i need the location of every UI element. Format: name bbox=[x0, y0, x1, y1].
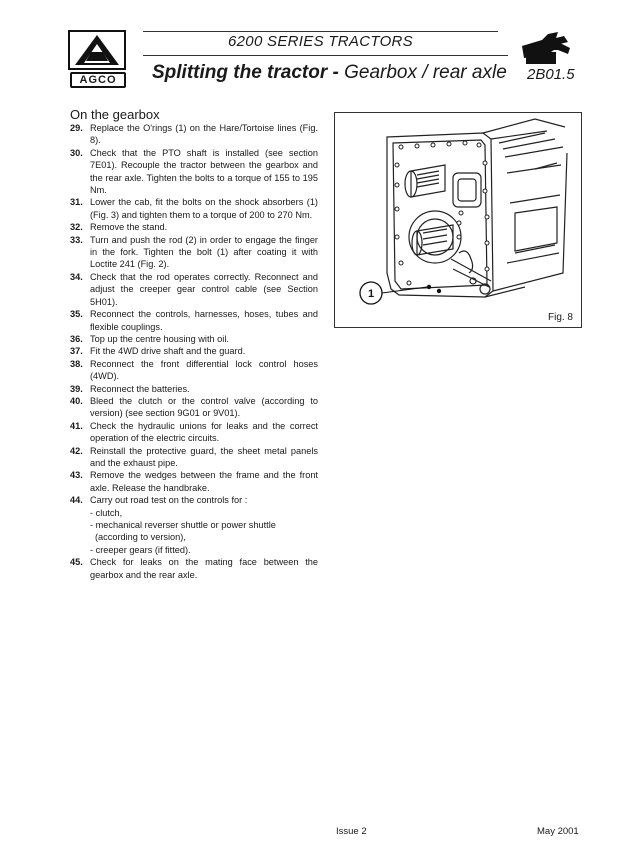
title-rest: Gearbox / rear axle bbox=[344, 62, 507, 83]
step-41 bbox=[70, 420, 318, 445]
step-number: 33. bbox=[70, 234, 83, 245]
step-36 bbox=[70, 333, 318, 345]
step-text: Remove the wedges between the frame and the front axle. Release the handbrake. bbox=[90, 470, 318, 493]
step-37 bbox=[70, 345, 318, 357]
step-42 bbox=[70, 445, 318, 470]
footer-issue: Issue 2 bbox=[336, 826, 367, 837]
step-44-subitem: - mechanical reverser shuttle or power shuttle bbox=[90, 520, 276, 530]
header-rule-mid bbox=[143, 55, 508, 56]
step-35 bbox=[70, 308, 318, 333]
section-heading: On the gearbox bbox=[70, 107, 160, 122]
step-34 bbox=[70, 271, 318, 308]
title-separator: - bbox=[327, 62, 345, 83]
step-text: Replace the O'rings (1) on the Hare/Tortoise lines (Fig. 8). bbox=[90, 123, 318, 146]
series-title: 6200 SERIES TRACTORS bbox=[228, 33, 413, 50]
step-text: Reconnect the front differential lock control hoses (4WD). bbox=[90, 358, 318, 382]
step-44-subitem: - clutch, bbox=[90, 507, 123, 518]
step-number: 31. bbox=[70, 197, 83, 208]
step-39 bbox=[70, 383, 318, 395]
step-number: 44. bbox=[70, 495, 83, 506]
step-text: Reconnect the controls, harnesses, hoses, tubes and flexible couplings. bbox=[90, 309, 318, 332]
step-29 bbox=[70, 122, 318, 147]
step-32 bbox=[70, 221, 318, 233]
step-text: Check the hydraulic unions for leaks and the correct operation of the electric circuits. bbox=[90, 420, 318, 444]
step-number: 35. bbox=[70, 309, 83, 320]
step-31 bbox=[70, 196, 318, 221]
gearbox-drawing bbox=[335, 113, 581, 327]
step-number: 37. bbox=[70, 346, 83, 357]
step-44 bbox=[70, 494, 318, 556]
agco-triangle-icon bbox=[68, 30, 126, 70]
step-text: Reinstall the protective guard, the sheet metal panels and the exhaust pipe. bbox=[90, 445, 318, 468]
step-number: 43. bbox=[70, 470, 83, 481]
step-number: 38. bbox=[70, 358, 83, 369]
step-text bbox=[90, 494, 318, 556]
step-44-subitem: - creeper gears (if fitted). bbox=[90, 544, 191, 555]
step-number: 30. bbox=[70, 147, 83, 158]
wrench-hand-icon bbox=[518, 28, 574, 68]
step-30 bbox=[70, 147, 318, 197]
step-44-subitem: (according to version), bbox=[95, 532, 186, 543]
step-44-intro: Carry out road test on the controls for : bbox=[90, 495, 248, 506]
callout-number: 1 bbox=[367, 288, 375, 300]
step-text: Remove the stand. bbox=[90, 222, 168, 233]
footer-date: May 2001 bbox=[537, 826, 579, 837]
step-text: Check that the rod operates correctly. Reconnect and adjust the creeper gear control cable (see Section 5H01). bbox=[90, 271, 318, 307]
step-number: 32. bbox=[70, 222, 83, 233]
step-number: 36. bbox=[70, 333, 83, 344]
step-text: Bleed the clutch or the control valve (according to version) (see section 9G01 or 9V01). bbox=[90, 395, 318, 419]
step-40 bbox=[70, 395, 318, 420]
step-text: Turn and push the rod (2) in order to engage the finger in the fork. Tighten the bolt (1) after coating it with Loctite 241 (Fig. 2). bbox=[90, 234, 318, 270]
step-number: 34. bbox=[70, 271, 83, 282]
step-43 bbox=[70, 469, 318, 494]
step-number: 40. bbox=[70, 395, 83, 406]
step-text: Top up the centre housing with oil. bbox=[90, 333, 229, 344]
step-45 bbox=[70, 556, 318, 581]
step-number: 41. bbox=[70, 420, 83, 431]
step-38 bbox=[70, 358, 318, 383]
step-text: Fit the 4WD drive shaft and the guard. bbox=[90, 346, 246, 357]
section-code: 2B01.5 bbox=[527, 66, 575, 83]
title-bold: Splitting the tractor bbox=[152, 62, 328, 83]
figure-label: Fig. 8 bbox=[547, 312, 573, 323]
step-number: 39. bbox=[70, 383, 83, 394]
step-text: Reconnect the batteries. bbox=[90, 383, 190, 394]
agco-logo bbox=[68, 30, 126, 88]
step-text: Check for leaks on the mating face between the gearbox and the rear axle. bbox=[90, 557, 318, 580]
step-number: 42. bbox=[70, 445, 83, 456]
step-text: Check that the PTO shaft is installed (see section 7E01). Recouple the tractor between the gearbox and the rear axle. Tighten the bolts to a torque of 155 to 195 Nm. bbox=[90, 147, 318, 196]
figure-8 bbox=[334, 112, 582, 328]
agco-label: AGCO bbox=[70, 72, 126, 88]
step-33 bbox=[70, 234, 318, 271]
step-number: 29. bbox=[70, 123, 83, 133]
step-text: Lower the cab, fit the bolts on the shock absorbers (1) (Fig. 3) and tighten them to a torque of 200 to 270 Nm. bbox=[90, 197, 318, 220]
steps-list bbox=[70, 122, 318, 581]
page-title bbox=[152, 62, 507, 84]
header-rule-top bbox=[143, 31, 498, 32]
step-number: 45. bbox=[70, 557, 83, 568]
